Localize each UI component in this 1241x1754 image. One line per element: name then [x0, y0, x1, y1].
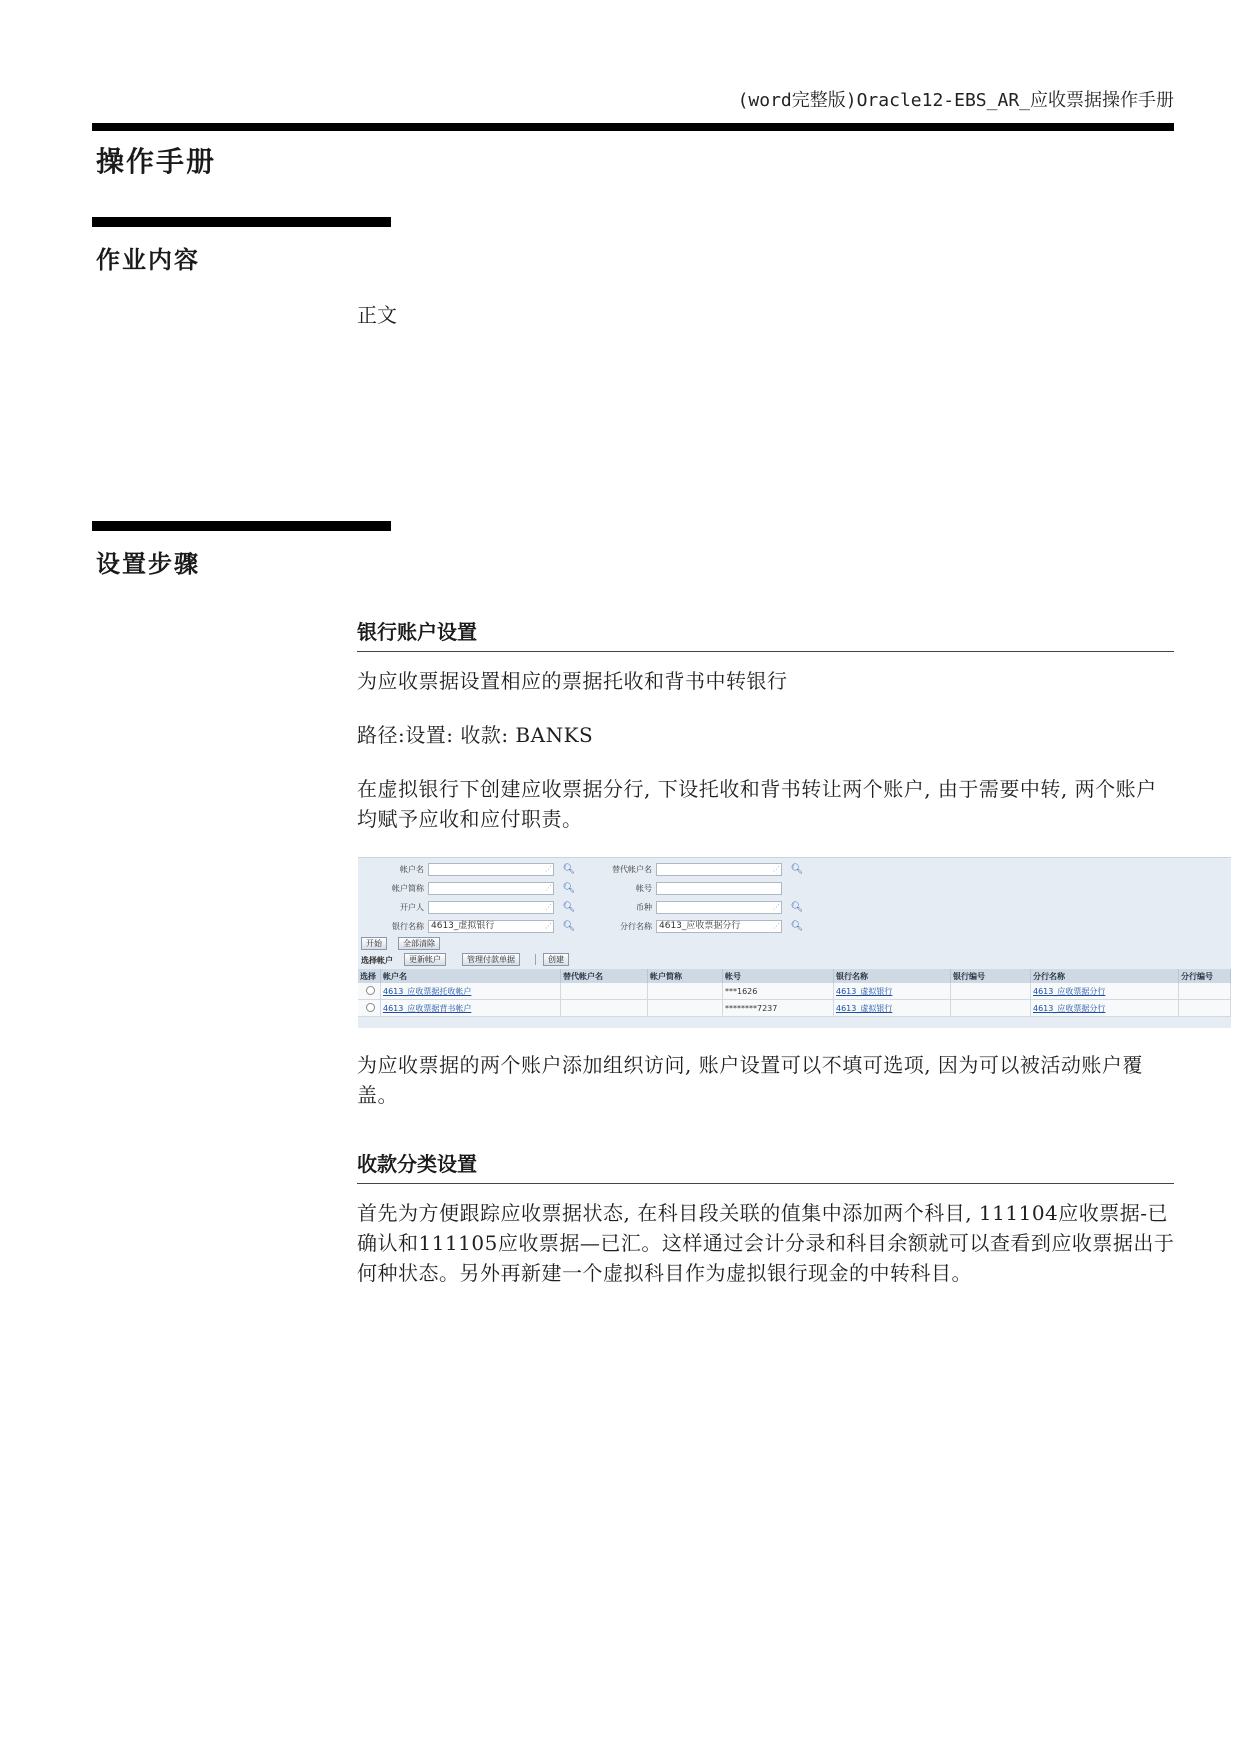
account-name-link[interactable]: 4613_应收票据托收帐户 — [381, 983, 561, 1000]
paragraph: 为应收票据的两个账户添加组织访问, 账户设置可以不填可选项, 因为可以被活动账户覆盖。 — [357, 1053, 1143, 1107]
table-row — [358, 983, 1231, 1000]
table-row — [358, 1000, 1231, 1017]
bank-number-cell — [951, 983, 1031, 1000]
search-icon[interactable]: 🔍︎ — [562, 882, 576, 894]
branch-name-link[interactable]: 4613_应收票据分行 — [1031, 1000, 1179, 1017]
branch-name-link[interactable]: 4613_应收票据分行 — [1031, 983, 1179, 1000]
page-header: (word完整版)Oracle12-EBS_AR_应收票据操作手册 — [737, 90, 1174, 111]
branch-name-value: 4613_应收票据分行 — [659, 920, 741, 931]
search-icon[interactable]: 🔍︎ — [562, 920, 576, 932]
paragraph: 在虚拟银行下创建应收票据分行, 下设托收和背书转让两个账户, 由于需要中转, 两个账户均赋予应收和应付职责。 — [357, 777, 1157, 831]
account-number-input[interactable] — [656, 882, 782, 895]
account-name-link[interactable]: 4613_应收票据背书帐户 — [381, 1000, 561, 1017]
update-account-button[interactable]: 更新帐户 — [404, 953, 446, 966]
manage-payment-docs-button[interactable]: 管理付款单据 — [462, 953, 520, 966]
account-number-cell: ********7237 — [723, 1000, 834, 1017]
short-name-cell — [648, 1000, 723, 1017]
paragraph: 首先为方便跟踪应收票据状态, 在科目段关联的值集中添加两个科目, 111104应收票据-已确认和111105应收票据—已汇。这样通过会计分录和科目余额就可以查看到应收票据出于何种状态。另外再新建一个虚拟科目作为虚拟银行现金的中转科目。 — [357, 1201, 1175, 1285]
paragraph-path: 路径:设置: 收款: BANKS — [357, 723, 594, 747]
short-name-cell — [648, 983, 723, 1000]
field-label: 开户人 — [400, 902, 424, 912]
account-short-name-input[interactable]: ⋰ — [428, 882, 554, 895]
alt-account-name-input[interactable]: ⋰ — [656, 863, 782, 876]
top-rule — [92, 123, 1174, 131]
go-button[interactable]: 开始 — [361, 937, 387, 950]
row-radio[interactable] — [366, 986, 375, 995]
column-header[interactable]: 帐户名 — [381, 969, 561, 983]
bank-account-screenshot — [358, 857, 1231, 1028]
alt-name-cell — [561, 983, 648, 1000]
branch-name-input[interactable]: 4613_应收票据分行 ⋰ — [656, 920, 782, 933]
bank-name-link[interactable]: 4613_虚拟银行 — [834, 1000, 951, 1017]
search-icon[interactable]: 🔍︎ — [562, 863, 576, 875]
row-radio[interactable] — [366, 1003, 375, 1012]
column-header[interactable]: 分行编号 — [1179, 969, 1231, 983]
search-icon[interactable]: 🔍︎ — [790, 901, 804, 913]
currency-input[interactable]: ⋰ — [656, 901, 782, 914]
search-icon[interactable]: 🔍︎ — [790, 863, 804, 875]
field-label: 帐户简称 — [392, 883, 424, 893]
branch-number-cell — [1179, 983, 1231, 1000]
subheading-bank-account: 银行账户设置 — [357, 616, 1174, 652]
bank-name-input[interactable]: 4613_虚拟银行 ⋰ — [428, 920, 554, 933]
document-title: 操作手册 — [96, 145, 217, 178]
search-icon[interactable]: 🔍︎ — [790, 920, 804, 932]
clear-all-button[interactable]: 全部清除 — [398, 937, 440, 950]
select-account-label: 选择帐户 — [361, 956, 393, 965]
column-header[interactable]: 帐户简称 — [648, 969, 723, 983]
column-header[interactable]: 帐号 — [723, 969, 834, 983]
section-rule — [92, 217, 391, 227]
field-label: 币种 — [636, 902, 652, 912]
search-icon[interactable]: 🔍︎ — [562, 901, 576, 913]
field-label: 银行名称 — [392, 921, 424, 931]
section-heading-work: 作业内容 — [96, 245, 200, 274]
create-button[interactable]: 创建 — [543, 953, 569, 966]
account-number-cell: ***1626 — [723, 983, 834, 1000]
accounts-table — [358, 969, 1231, 1017]
account-name-input[interactable]: ⋰ — [428, 863, 554, 876]
bank-name-value: 4613_虚拟银行 — [431, 920, 495, 931]
column-header[interactable]: 银行名称 — [834, 969, 951, 983]
bank-number-cell — [951, 1000, 1031, 1017]
column-header[interactable]: 分行名称 — [1031, 969, 1179, 983]
column-header[interactable]: 替代帐户名 — [561, 969, 648, 983]
section-heading-setup: 设置步骤 — [96, 549, 200, 578]
toolbar-separator — [535, 954, 536, 965]
body-placeholder: 正文 — [357, 303, 397, 327]
bank-name-link[interactable]: 4613_虚拟银行 — [834, 983, 951, 1000]
field-label: 替代帐户名 — [612, 864, 652, 874]
section-rule — [92, 521, 391, 531]
field-label: 帐号 — [636, 883, 652, 893]
branch-number-cell — [1179, 1000, 1231, 1017]
table-header-row — [358, 969, 1231, 983]
column-header: 选择 — [358, 969, 381, 983]
field-label: 帐户名 — [400, 864, 424, 874]
field-label: 分行名称 — [620, 921, 652, 931]
alt-name-cell — [561, 1000, 648, 1017]
account-holder-input[interactable]: ⋰ — [428, 901, 554, 914]
paragraph: 为应收票据设置相应的票据托收和背书中转银行 — [357, 669, 788, 693]
column-header[interactable]: 银行编号 — [951, 969, 1031, 983]
subheading-receipt-class: 收款分类设置 — [357, 1148, 1174, 1184]
